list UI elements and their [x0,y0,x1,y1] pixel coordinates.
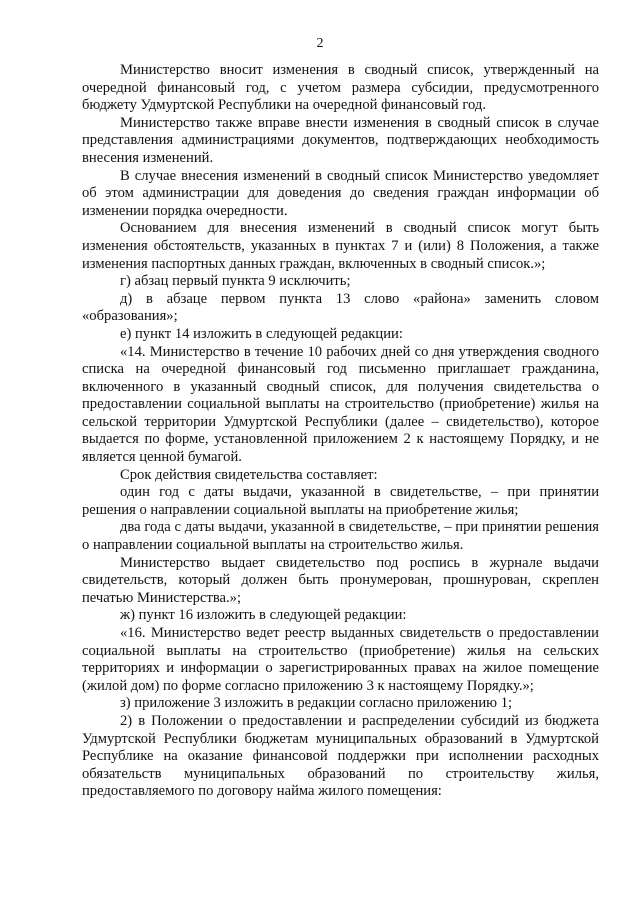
paragraph: е) пункт 14 изложить в следующей редакции: [120,325,403,342]
paragraph: д) в абзаце первом пункта 13 слово «района» заменить словом «образования»; [82,290,599,325]
document-body [82,62,599,801]
paragraph: г) абзац первый пункта 9 исключить; [120,273,351,290]
paragraph: Основанием для внесения изменений в сводный список могут быть изменения обстоятельств, указанных в пунктах 7 и (или) 8 Положения, а также изменения паспортных данных граждан, включенных в сводный список.»; [82,220,599,272]
paragraph: ж) пункт 16 изложить в следующей редакции: [120,607,407,624]
paragraph: «16. Министерство ведет реестр выданных свидетельств о предоставлении социальной выплаты на строительство (приобретение) жилья на сельских территориях и информации о зарегистрированных правах на жилое помещение (жилой дом) по форме согласно приложению 3 к настоящему Порядку.»; [82,625,599,694]
paragraph: один год с даты выдачи, указанной в свидетельстве, – при принятии решения о направлении социальной выплаты на приобретение жилья; [82,484,599,518]
page-number: 2 [316,36,324,51]
paragraph: «14. Министерство в течение 10 рабочих дней со дня утверждения сводного списка на очередной финансовый год письменно приглашает гражданина, включенного в указанный сводный список, для получения свидетельства о предоставлении социальной выплаты на строительство (приобретение) жилья на сельской территории Удмуртской Республики (далее – свидетельство), которое выдается по форме, установленной приложением 2 к настоящему Порядку, и не является ценной бумагой. [82,343,599,466]
paragraph: два года с даты выдачи, указанной в свидетельстве, – при принятии решения о направлении социальной выплаты на строительство жилья. [82,519,599,554]
paragraph: Министерство также вправе внести изменения в сводный список в случае представления администрациями документов, подтверждающих необходимость внесения изменений. [82,114,599,166]
paragraph: В случае внесения изменений в сводный список Министерство уведомляет об этом администрации для доведения до сведения граждан информации об изменении порядка очередности. [82,167,599,219]
paragraph: Министерство выдает свидетельство под роспись в журнале выдачи свидетельств, который должен быть пронумерован, прошнурован, скреплен печатью Министерства.»; [82,554,599,606]
paragraph: з) приложение 3 изложить в редакции согласно приложению 1; [120,695,513,712]
paragraph: 2) в Положении о предоставлении и распределении субсидий из бюджета Удмуртской Республики бюджетам муниципальных образований в Удмуртской Республике на оказание финансовой поддержки при исполнении расходных обязательств муниципальных образований по строительству жилья, предоставляемого по договору найма жилого помещения: [82,712,599,800]
paragraph: Срок действия свидетельства составляет: [120,466,378,483]
paragraph: Министерство вносит изменения в сводный список, утвержденный на очередной финансовый год, с учетом размера субсидии, предусмотренного бюджету Удмуртской Республики на очередной финансовый год. [82,62,599,114]
